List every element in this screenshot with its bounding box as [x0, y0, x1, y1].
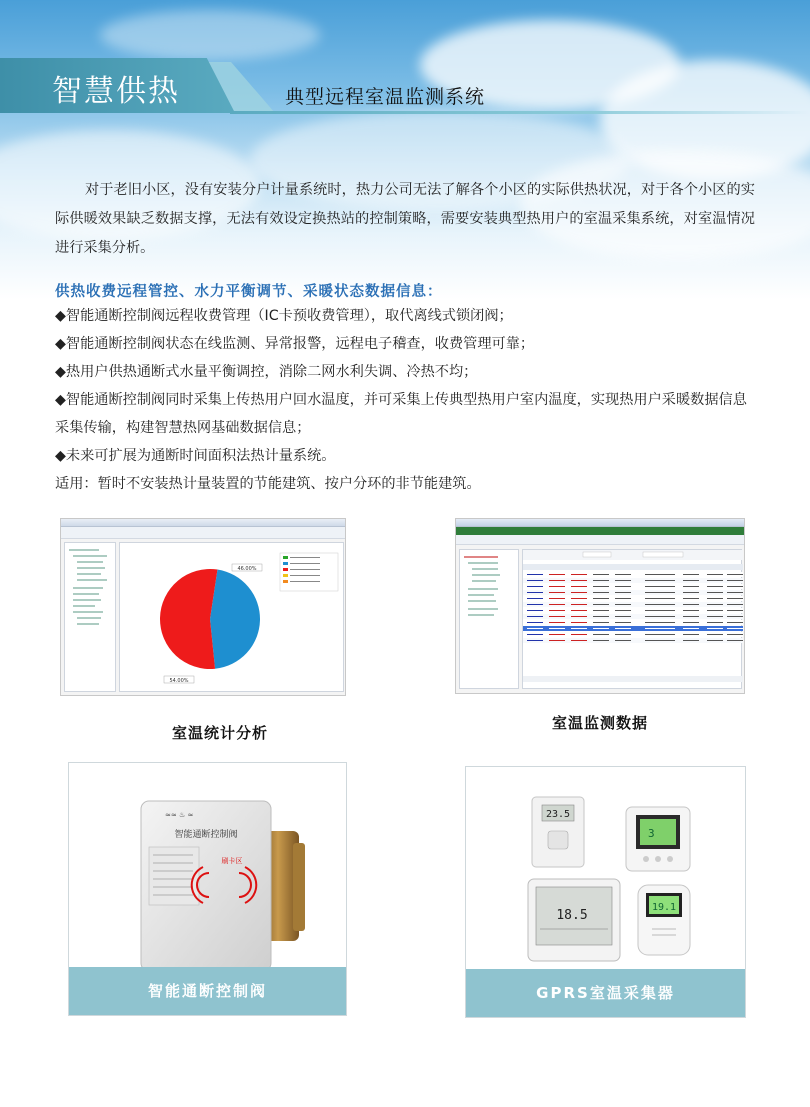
pie-slice	[210, 570, 260, 669]
thermo-reading-3: 18.5	[556, 908, 588, 923]
monitor-caption: 室温监测数据	[552, 714, 649, 732]
pie-chart	[120, 543, 345, 693]
intro-paragraph: 对于老旧小区，没有安装分户计量系统时，热力公司无法了解各个小区的实际供热状况，对于各个小区的实际供暖效果缺乏数据支撑，无法有效设定换热站的控制策略，需要安装典型热用户的室温采集系统，对室温情况进行采集分析。	[55, 182, 755, 256]
section-heading: 供热收费远程管控、水力平衡调节、采暖状态数据信息：	[55, 284, 443, 300]
valve-label: 智能通断控制阀	[69, 967, 346, 1015]
valve-card	[68, 762, 347, 1016]
chart-pane	[119, 542, 344, 692]
valve-device-sub: 刷卡区	[221, 857, 243, 865]
svg-text:3: 3	[648, 827, 655, 840]
bullet-item: ◆智能通断控制阀同时采集上传热用户回水温度，并可采集上传典型热用户室内温度，实现热用户采暖数据信息采集传输，构建智慧热网基础数据信息；	[55, 392, 747, 436]
pie-slice	[160, 569, 217, 669]
monitor-screenshot	[455, 518, 745, 694]
applicable-note: 适用：暂时不安装热计量装置的节能建筑、按户分环的非节能建筑。	[55, 476, 481, 492]
bullet-item: ◆智能通断控制阀远程收费管理（IC卡预收费管理），取代离线式锁闭阀；	[55, 308, 513, 324]
pie-label-top: 46.00%	[237, 566, 257, 572]
stats-screenshot	[60, 518, 346, 696]
collector-image	[466, 767, 746, 971]
sub-title: 典型远程室温监测系统	[285, 86, 486, 108]
bullet-list	[55, 302, 755, 498]
stats-caption: 室温统计分析	[172, 724, 269, 742]
bullet-item: ◆未来可扩展为通断时间面积法热计量系统。	[55, 448, 336, 464]
thermo-reading-2: 19.1	[651, 902, 677, 913]
collector-card	[465, 766, 746, 1018]
valve-image	[69, 763, 347, 969]
thermo-reading-1: 23.5	[545, 809, 571, 820]
valve-device-title: 智能通断控制阀	[174, 830, 238, 840]
pie-label-bottom: 54.00%	[169, 678, 189, 684]
bullet-item: ◆热用户供热通断式水量平衡调控，消除二网水利失调、冷热不均；	[55, 364, 478, 380]
monitor-tree-pane	[459, 549, 519, 689]
bullet-item: ◆智能通断控制阀状态在线监测、异常报警，远程电子稽查，收费管理可靠；	[55, 336, 535, 352]
collector-label: GPRS室温采集器	[466, 969, 745, 1017]
main-title: 智慧供热	[52, 74, 180, 109]
data-table	[523, 550, 743, 690]
title-band	[0, 58, 810, 120]
svg-text:≈≈ ♨ ≈: ≈≈ ♨ ≈	[165, 811, 194, 819]
tree-pane	[64, 542, 116, 692]
monitor-table-pane	[522, 549, 742, 689]
